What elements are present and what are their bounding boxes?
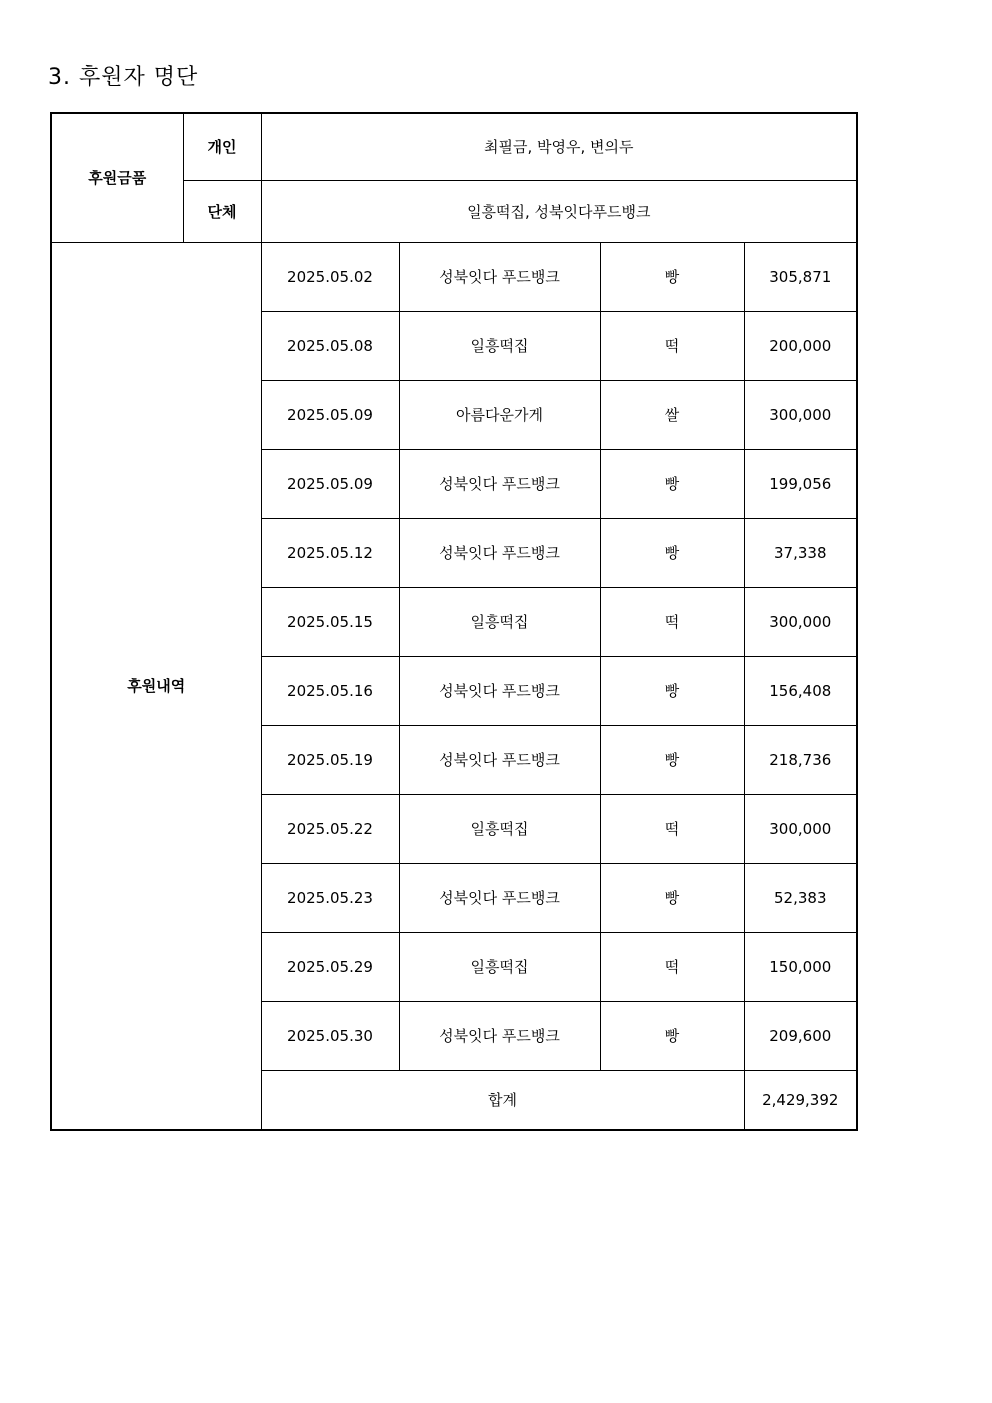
in-kind-label: 후원금품 (51, 113, 183, 243)
in-kind-individual-row (51, 113, 857, 181)
history-row (51, 243, 857, 312)
donor-table (50, 112, 858, 1131)
section-title: 3. 후원자 명단 (48, 65, 199, 90)
history-item: 빵 (600, 726, 744, 795)
history-label: 후원내역 (51, 243, 261, 1131)
history-amount: 200,000 (744, 312, 857, 381)
individual-label: 개인 (183, 113, 261, 181)
history-amount: 209,600 (744, 1002, 857, 1071)
history-item: 떡 (600, 933, 744, 1002)
history-item: 빵 (600, 864, 744, 933)
history-amount: 305,871 (744, 243, 857, 312)
history-donor: 성북잇다 푸드뱅크 (399, 1002, 600, 1071)
history-amount: 52,383 (744, 864, 857, 933)
history-item: 빵 (600, 243, 744, 312)
group-names: 일흥떡집, 성북잇다푸드뱅크 (261, 181, 857, 243)
history-date: 2025.05.23 (261, 864, 399, 933)
history-donor: 아름다운가게 (399, 381, 600, 450)
history-donor: 일흥떡집 (399, 933, 600, 1002)
individual-names: 최필금, 박영우, 변의두 (261, 113, 857, 181)
history-date: 2025.05.02 (261, 243, 399, 312)
history-item: 빵 (600, 657, 744, 726)
history-amount: 37,338 (744, 519, 857, 588)
history-date: 2025.05.08 (261, 312, 399, 381)
history-amount: 199,056 (744, 450, 857, 519)
total-label: 합계 (261, 1071, 744, 1131)
history-date: 2025.05.29 (261, 933, 399, 1002)
group-label: 단체 (183, 181, 261, 243)
history-donor: 일흥떡집 (399, 795, 600, 864)
history-amount: 300,000 (744, 795, 857, 864)
history-date: 2025.05.12 (261, 519, 399, 588)
history-donor: 성북잇다 푸드뱅크 (399, 726, 600, 795)
history-donor: 성북잇다 푸드뱅크 (399, 519, 600, 588)
history-date: 2025.05.16 (261, 657, 399, 726)
history-amount: 300,000 (744, 588, 857, 657)
history-item: 빵 (600, 450, 744, 519)
total-amount: 2,429,392 (744, 1071, 857, 1131)
history-donor: 성북잇다 푸드뱅크 (399, 243, 600, 312)
history-item: 떡 (600, 312, 744, 381)
history-donor: 성북잇다 푸드뱅크 (399, 657, 600, 726)
history-item: 빵 (600, 1002, 744, 1071)
history-amount: 218,736 (744, 726, 857, 795)
history-item: 떡 (600, 588, 744, 657)
history-item: 빵 (600, 519, 744, 588)
history-date: 2025.05.19 (261, 726, 399, 795)
history-item: 쌀 (600, 381, 744, 450)
history-amount: 150,000 (744, 933, 857, 1002)
history-donor: 성북잇다 푸드뱅크 (399, 864, 600, 933)
history-item: 떡 (600, 795, 744, 864)
history-amount: 300,000 (744, 381, 857, 450)
history-amount: 156,408 (744, 657, 857, 726)
history-date: 2025.05.22 (261, 795, 399, 864)
history-date: 2025.05.09 (261, 381, 399, 450)
history-donor: 일흥떡집 (399, 588, 600, 657)
history-date: 2025.05.15 (261, 588, 399, 657)
history-donor: 성북잇다 푸드뱅크 (399, 450, 600, 519)
history-date: 2025.05.30 (261, 1002, 399, 1071)
history-donor: 일흥떡집 (399, 312, 600, 381)
history-date: 2025.05.09 (261, 450, 399, 519)
